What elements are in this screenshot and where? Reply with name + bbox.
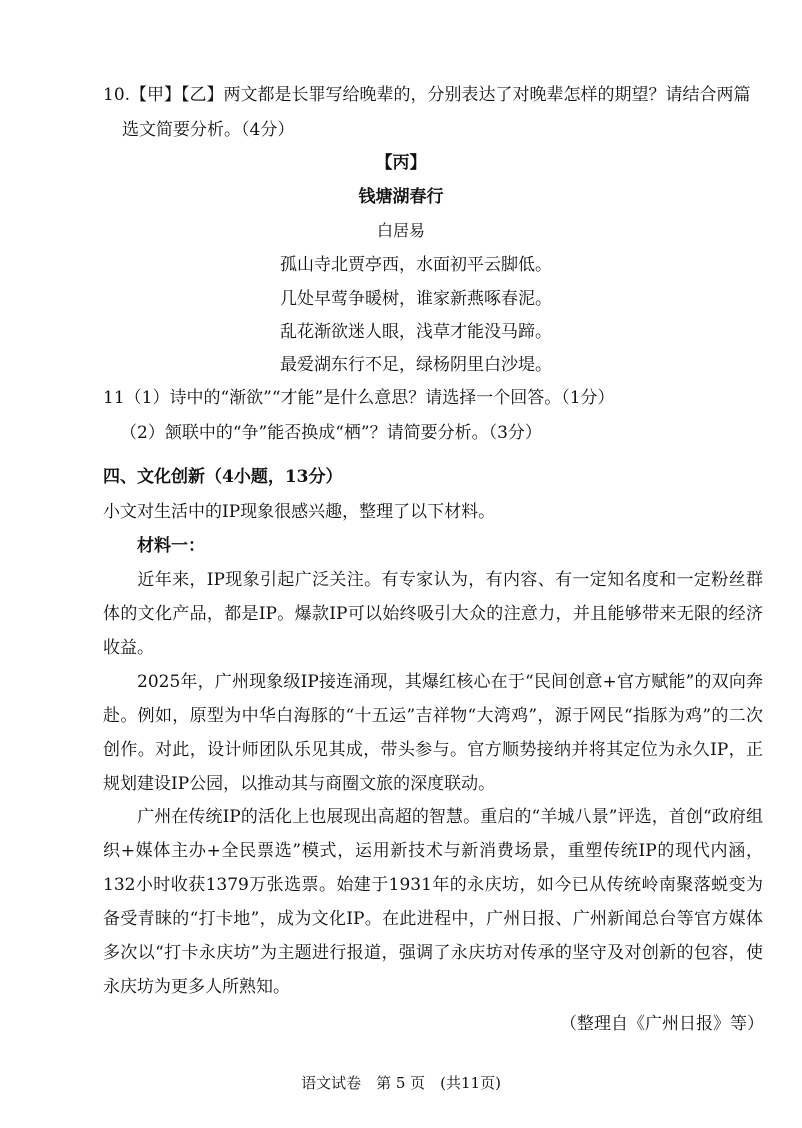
poem-line-3: 乱花渐欲迷人眼，浅草才能没马蹄。 xyxy=(280,322,552,342)
page-footer: 语文试卷 第 5 页 (共11页) xyxy=(301,1074,501,1092)
section4-intro: 小文对生活中的IP现象很感兴趣，整理了以下材料。 xyxy=(103,502,496,522)
material-paragraph-1-text: 近年来，IP现象引起广泛关注。有专家认为，有内容、有一定知名度和一定粉丝群体的文化产品，都是IP。爆款IP可以始终吸引大众的注意力，并且能够带来无限的经济收益。 xyxy=(103,570,763,658)
q10-line2: 选文简要分析。（4分） xyxy=(122,120,295,140)
poem-title: 钱塘湖春行 xyxy=(358,187,444,207)
material-paragraph-3 xyxy=(103,800,763,1004)
material-paragraph-3-text: 广州在传统IP的活化上也展现出高超的智慧。重启的“羊城八景”评选，首创“政府组织+媒体主办+全民票选”模式，运用新技术与新消费场景，重塑传统IP的现代内涵，132小时收获1379万张选票。始建于1931年的永庆坊，如今已从传统岭南聚落蜕变为备受青睐的“打卡地”，成为文化IP。在此进程中，广州日报、广州新闻总台等官方媒体多次以“打卡永庆坊”为主题进行报道，强调了永庆坊对传承的坚守及对创新的包容，使永庆坊为更多人所熟知。 xyxy=(103,807,763,997)
poem-line-2: 几处早莺争暖树，谁家新燕啄春泥。 xyxy=(280,289,552,309)
source-note: （整理自《广州日报》等） xyxy=(560,1014,764,1034)
poem-line-4: 最爱湖东行不足，绿杨阴里白沙堤。 xyxy=(280,355,552,375)
poem-line-1: 孤山寺北贾亭西，水面初平云脚低。 xyxy=(280,255,552,275)
poem-author: 白居易 xyxy=(376,221,425,240)
section4-heading: 四、文化创新（4小题，13分） xyxy=(103,467,343,487)
bing-label: 【丙】 xyxy=(375,153,427,173)
q10-line1: 10.【甲】【乙】两文都是长罪写给晚辈的，分别表达了对晚辈怎样的期望？请结合两篇 xyxy=(103,85,751,105)
material-paragraph-2 xyxy=(103,665,763,801)
material-paragraph-2-text: 2025年，广州现象级IP接连涌现，其爆红核心在于“民间创意+官方赋能”的双向奔赴。例如，原型为中华白海豚的“十五运”吉祥物“大湾鸡”，源于网民“指豚为鸡”的二次创作。对此，设计师团队乐见其成，带头参与。官方顺势接纳并将其定位为永久IP，正规划建设IP公园，以推动其与商圈文旅的深度联动。 xyxy=(103,672,763,794)
material-paragraph-1 xyxy=(103,563,763,665)
material-label: 材料一： xyxy=(137,536,205,556)
q11-part1: 11（1）诗中的“渐欲”“才能”是什么意思？请选择一个回答。（1分） xyxy=(103,388,615,408)
q11-part2: （2）颔联中的“争”能否换成“栖”？请简要分析。（3分） xyxy=(120,423,542,443)
